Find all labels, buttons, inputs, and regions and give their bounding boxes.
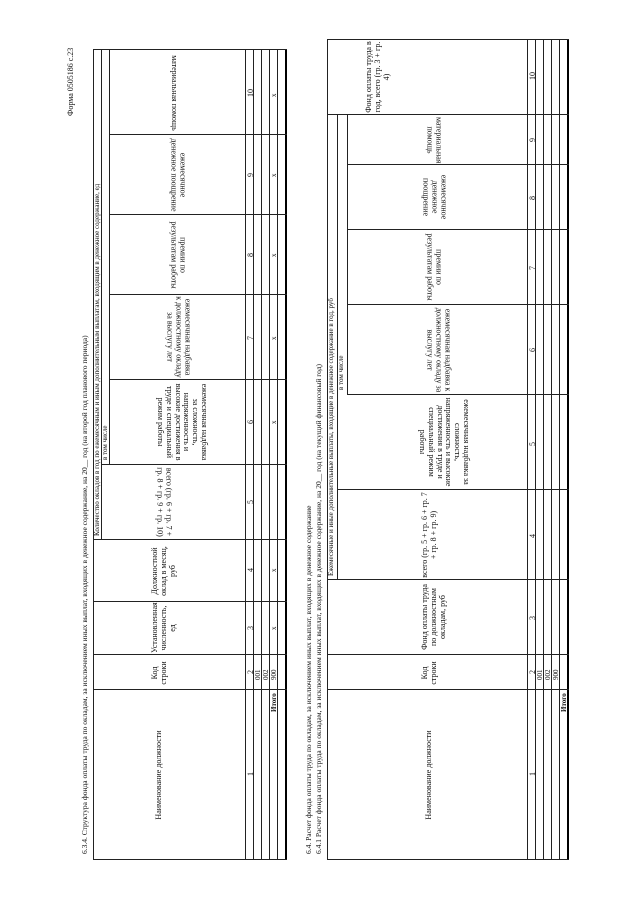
- header-total: всего (гр. 6 + гр. 7 + гр. 8 + гр. 9 + гр. 10): [155, 467, 174, 537]
- header-salary: Должностной оклад в месяц, руб: [150, 546, 177, 596]
- column-number: 3: [528, 616, 537, 620]
- row-code: 002: [262, 669, 270, 680]
- column-number: 1: [246, 772, 255, 776]
- header-sub-col: ежемесячная надбавка за сложность, напряженность и высокие достижения в труде и специальный режим работы: [417, 397, 471, 487]
- row-code: 001: [536, 669, 544, 680]
- row-code: 900: [270, 669, 278, 680]
- column-number: 8: [246, 253, 255, 257]
- header-including: в том числе: [337, 355, 345, 390]
- total-cell: x: [270, 173, 278, 177]
- header-fund-year: Фонд оплаты труда в год, всего (гр. 3 + гр. 4): [364, 41, 391, 113]
- header-fund: Фонд оплаты труда по должностным окладам, руб: [420, 584, 447, 650]
- header-position: Наименование должности: [154, 730, 163, 820]
- column-number: 4: [528, 534, 537, 538]
- column-number: 6: [246, 420, 255, 424]
- total-label: Итого: [560, 693, 568, 712]
- column-number: 2: [528, 670, 537, 674]
- form-label: Форма 0505186 с.23: [66, 47, 75, 116]
- header-sub-col: ежемесячное денежное поощрение: [421, 174, 449, 220]
- header-code: Код строки: [420, 661, 438, 685]
- column-number: 5: [246, 500, 255, 504]
- row-code: 002: [544, 669, 552, 680]
- header-total: всего (гр. 5 + гр. 6 + гр. 7 + гр. 8 + гр. 9): [420, 492, 438, 578]
- header-including: в том числе: [101, 425, 109, 460]
- row-code: 001: [254, 669, 262, 680]
- column-number: 5: [528, 442, 537, 446]
- section-641-title: 6.4.1 Расчет фонда оплаты труда по окладам, за исключением иных выплат, входящих в денежное содержание, на 20__ год (на текущий финансовый год): [314, 363, 323, 854]
- column-number: 9: [246, 173, 255, 177]
- column-number: 10: [528, 72, 537, 80]
- column-number: 10: [246, 89, 255, 97]
- total-label: Итого: [270, 693, 278, 712]
- section-64-title: 6.4. Расчет фонда оплаты труда по окладам, за исключением иных выплат, входящих в денежное содержание: [304, 505, 313, 854]
- section-634-title: 6.3.4. Структура фонда оплаты труда по окладам, за исключением иных выплат, входящих в денежное содержание, на 20__ год (на второй год планового периода): [80, 335, 89, 854]
- header-sub-col: премии по результатам работы: [169, 221, 188, 289]
- header-sub-col: материальная помощь: [169, 55, 179, 131]
- total-cell: x: [270, 420, 278, 424]
- column-number: 2: [246, 670, 255, 674]
- row-code: 900: [552, 669, 560, 680]
- header-sub-col: ежемесячное денежное поощрение: [169, 138, 188, 212]
- column-number: 4: [246, 568, 255, 572]
- total-cell: x: [270, 253, 278, 257]
- header-group: Ежемесячные и иные дополнительные выплаты, входящие в денежное содержание в год, руб: [327, 298, 335, 576]
- header-staff: Установленная численность, ед: [150, 602, 177, 653]
- column-number: 3: [246, 626, 255, 630]
- header-code: Код строки: [150, 661, 168, 685]
- total-cell: x: [270, 568, 278, 572]
- column-number: 7: [528, 266, 537, 270]
- header-sub-col: ежемесячная надбавка за сложность, напряженность и высокие достижения в труде и специальный режим работы: [155, 383, 209, 461]
- total-cell: x: [270, 626, 278, 630]
- column-number: 9: [528, 138, 537, 142]
- total-cell: x: [270, 336, 278, 340]
- total-cell: x: [270, 93, 278, 97]
- column-number: 1: [528, 772, 537, 776]
- header-sub-col: ежемесячная надбавка к должностному окладу за выслугу лет: [425, 307, 453, 393]
- column-number: 6: [528, 348, 537, 352]
- rotated-form-content: [65, 40, 595, 860]
- header-sub-col: премии по результатам работы: [425, 233, 444, 301]
- header-sub-col: материальная помощь: [425, 117, 444, 164]
- header-position: Наименование должности: [424, 730, 433, 820]
- header-sub-col: ежемесячная надбавка к должностному окладу за выслугу лет: [165, 296, 193, 378]
- column-number: 7: [246, 336, 255, 340]
- header-count-group: Количество окладов в год по ежемесячным и иным дополнительным выплатам, входящим в денежное содержание, ед: [93, 183, 101, 536]
- column-number: 8: [528, 196, 537, 200]
